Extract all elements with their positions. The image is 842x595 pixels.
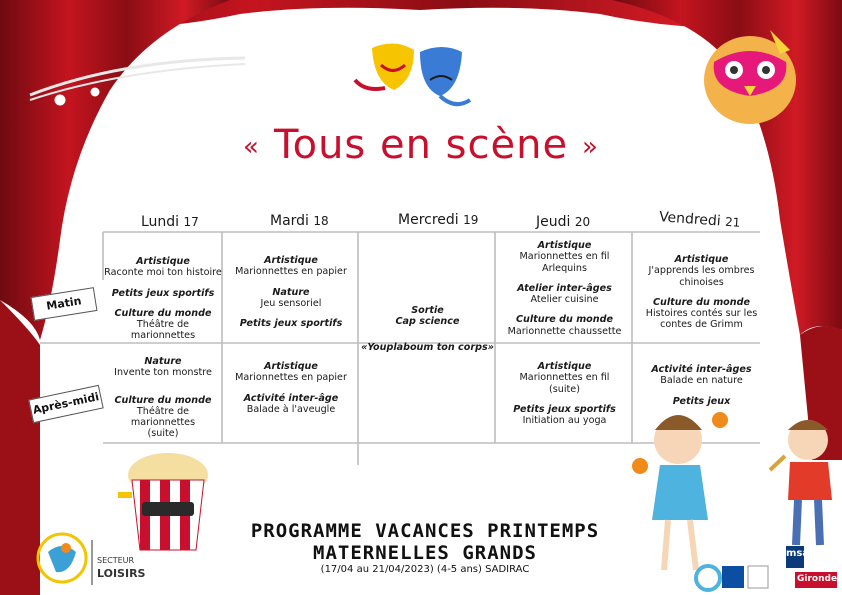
popcorn-mascot-icon: [118, 453, 208, 550]
cell-vendredi-matin: Artistique J'apprends les ombres chinoises Culture du monde Histoires contés sur les contes de Grimm: [645, 254, 758, 331]
cell-mardi-apres-midi: Artistique Marionnettes en papier Activité inter-âge Balade à l'aveugle: [235, 361, 347, 415]
quote-open: «: [243, 132, 260, 162]
day-header-vendredi: Vendredi 21: [658, 209, 741, 230]
row-label-matin: Matin: [31, 287, 98, 321]
loisirs-logo-icon: [38, 534, 92, 585]
logo-secteur: SECTEUR: [97, 556, 135, 565]
footer-program-title: PROGRAMME VACANCES PRINTEMPS: [250, 520, 600, 542]
theatre-masks-icon: [355, 43, 470, 104]
day-header-lundi: Lundi 17: [141, 214, 199, 230]
title-text: Tous en scène: [273, 122, 569, 168]
day-header-mardi: Mardi 18: [270, 213, 329, 229]
logo-loisirs: LOISIRS: [97, 567, 146, 580]
logo-msa: msa: [786, 548, 810, 559]
row-label-apres-midi: Après-midi: [28, 385, 103, 423]
cell-jeudi-apres-midi: Artistique Marionnettes en fil (suite) Petits jeux sportifs Initiation au yoga: [513, 361, 616, 427]
cell-vendredi-apres-midi: Activité inter-âges Balade en nature Petits jeux: [651, 364, 752, 407]
cell-lundi-matin: Artistique Raconte moi ton histoire Petits jeux sportifs Culture du monde Théâtre de marionnettes: [104, 256, 222, 342]
footer-dates: (17/04 au 21/04/2023) (4-5 ans) SADIRAC: [320, 564, 530, 575]
logo-gironde: Gironde: [797, 574, 838, 584]
cell-mercredi: Sortie Cap science «Youplaboum ton corps»: [361, 305, 494, 353]
cell-mardi-matin: Artistique Marionnettes en papier Nature Jeu sensoriel Petits jeux sportifs: [235, 255, 347, 330]
cell-lundi-apres-midi: Nature Invente ton monstre Culture du monde Théâtre de marionnettes (suite): [114, 356, 212, 440]
page-title: [0, 122, 842, 168]
quote-close: »: [582, 132, 599, 162]
day-header-jeudi: Jeudi 20: [536, 214, 591, 230]
day-header-mercredi: Mercredi 19: [398, 212, 479, 228]
footer-program-subtitle: MATERNELLES GRANDS: [313, 542, 537, 564]
cell-jeudi-matin: Artistique Marionnettes en fil Arlequins Atelier inter-âges Atelier cuisine Culture du monde Marionnette chaussette: [507, 240, 622, 337]
